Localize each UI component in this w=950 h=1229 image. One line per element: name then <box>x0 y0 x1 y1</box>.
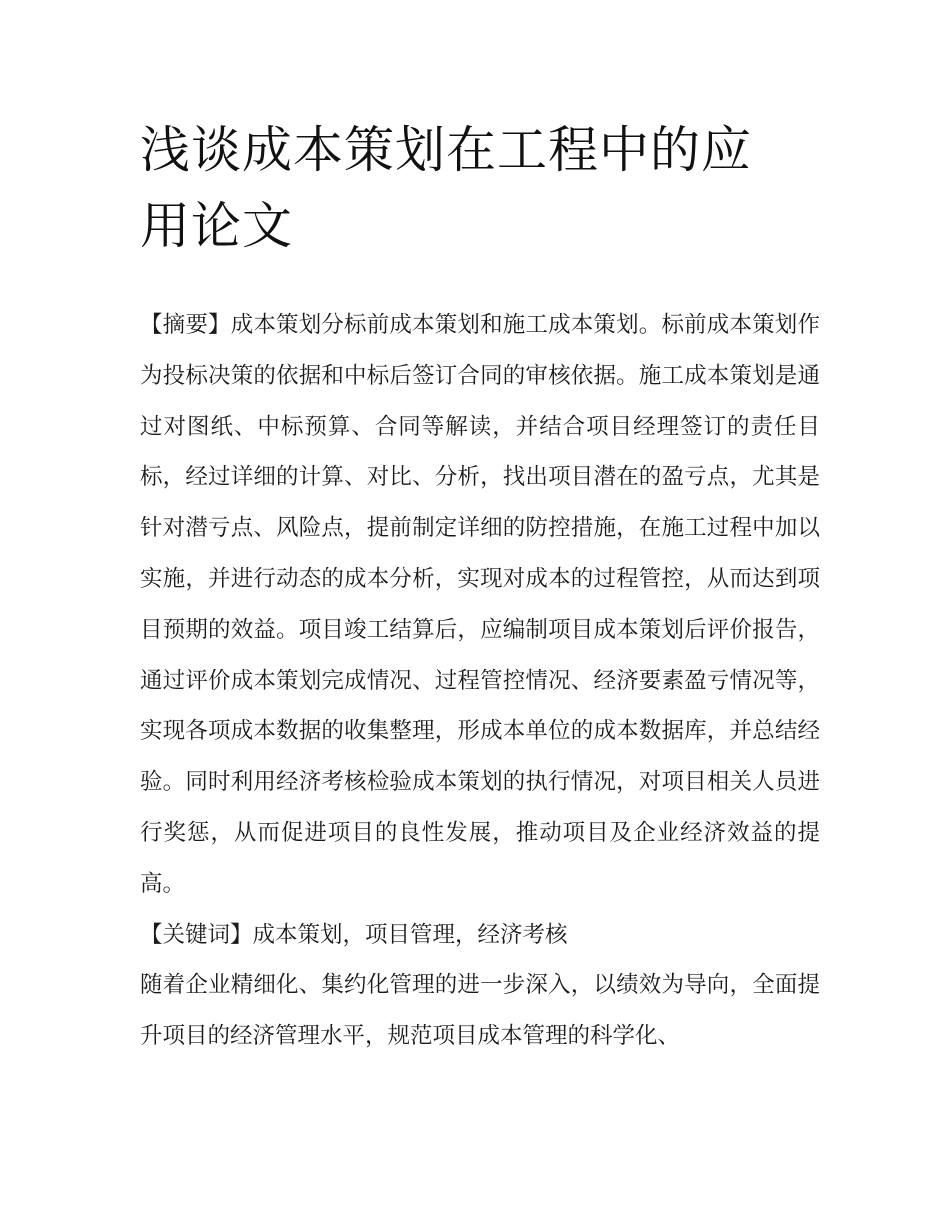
keywords-text: 成本策划，项目管理，经济考核 <box>252 921 568 948</box>
document-title: 浅谈成本策划在工程中的应用论文 <box>140 121 752 255</box>
keywords-label: 【关键词】 <box>140 921 253 948</box>
abstract-label: 【摘要】 <box>140 312 231 338</box>
keywords-paragraph <box>140 910 820 961</box>
document-page <box>140 112 820 1062</box>
abstract-paragraph <box>140 300 820 910</box>
body-paragraph: 随着企业精细化、集约化管理的进一步深入，以绩效为导向，全面提升项目的经济管理水平，规范项目成本管理的科学化、 <box>140 972 820 1050</box>
abstract-text: 成本策划分标前成本策划和施工成本策划。标前成本策划作为投标决策的依据和中标后签订合同的审核依据。施工成本策划是通过对图纸、中标预算、合同等解读，并结合项目经理签订的责任目标，经过详细的计算、对比、分析，找出项目潜在的盈亏点，尤其是针对潜亏点、风险点，提前制定详细的防控措施，在施工过程中加以实施，并进行动态的成本分析，实现对成本的过程管控，从而达到项目预期的效益。项目竣工结算后，应编制项目成本策划后评价报告，通过评价成本策划完成情况、过程管控情况、经济要素盈亏情况等，实现各项成本数据的收集整理，形成本单位的成本数据库，并总结经验。同时利用经济考核检验成本策划的执行情况，对项目相关人员进行奖惩，从而促进项目的良性发展，推动项目及企业经济效益的提高。 <box>140 312 820 897</box>
